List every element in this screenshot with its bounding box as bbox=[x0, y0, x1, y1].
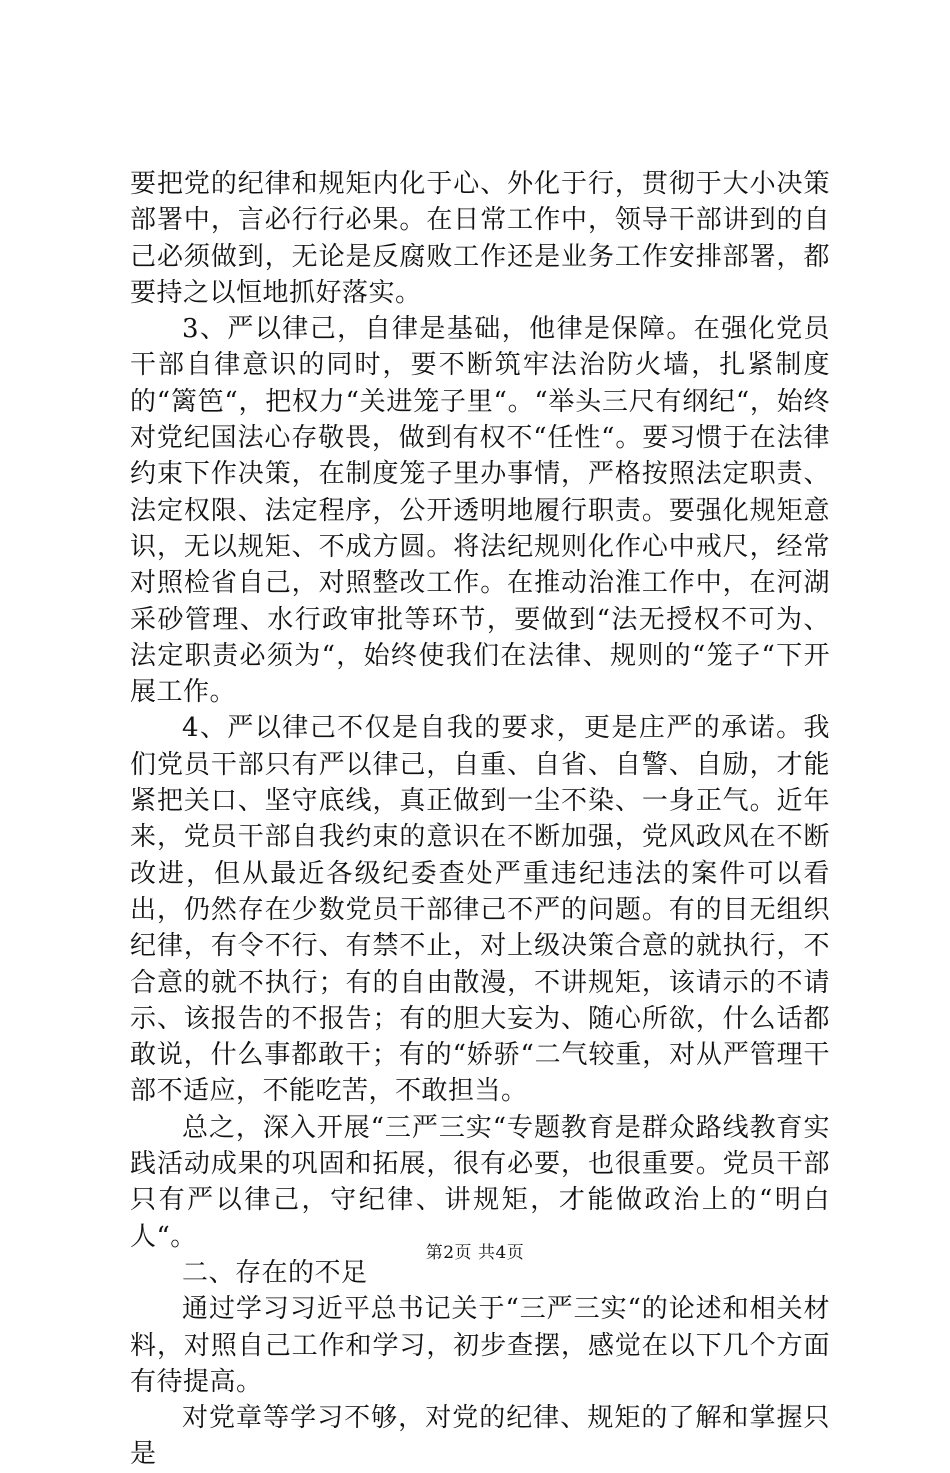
document-body bbox=[130, 166, 830, 1473]
page-number-footer: 第2页 共4页 bbox=[425, 1243, 525, 1263]
paragraph-shortcomings-intro: 通过学习习近平总书记关于“三严三实“的论述和相关材料，对照自己工作和学习，初步查摆，感觉在以下几个方面有待提高。 bbox=[130, 1294, 830, 1397]
paragraph-continuation: 要把党的纪律和规矩内化于心、外化于行，贯彻于大小决策部署中，言必行行必果。在日常工作中，领导干部讲到的自己必须做到，无论是反腐败工作还是业务工作安排部署，都要持之以恒地抓好落实。 bbox=[130, 169, 830, 308]
section-heading-shortcomings: 二、存在的不足 bbox=[182, 1257, 368, 1288]
paragraph-point-3: 3、严以律己，自律是基础，他律是保障。在强化党员干部自律意识的同时，要不断筑牢法治防火墙，扎紧制度的“篱笆“，把权力“关进笼子里“。“举头三尺有纲纪“，始终对党纪国法心存敬畏，做到有权不“任性“。要习惯于在法律约束下作决策，在制度笼子里办事情，严格按照法定职责、法定权限、法定程序，公开透明地履行职责。要强化规矩意识，无以规矩、不成方圆。将法纪规则化作心中戒尺，经常对照检省自己，对照整改工作。在推动治淮工作中，在河湖采砂管理、水行政审批等环节，要做到“法无授权不可为、法定职责必须为“，始终使我们在法律、规则的“笼子“下开展工作。 bbox=[130, 314, 830, 708]
paragraph-shortcoming-1: 对党章等学习不够，对党的纪律、规矩的了解和掌握只是 bbox=[130, 1403, 830, 1470]
paragraph-summary: 总之，深入开展“三严三实“专题教育是群众路线教育实践活动成果的巩固和拓展，很有必要，也很重要。党员干部只有严以律己，守纪律、讲规矩，才能做政治上的“明白人“。 bbox=[130, 1112, 830, 1252]
paragraph-point-4: 4、严以律己不仅是自我的要求，更是庄严的承诺。我们党员干部只有严以律己，自重、自省、自警、自励，才能紧把关口、坚守底线，真正做到一尘不染、一身正气。近年来，党员干部自我约束的意识在不断加强，党风政风在不断改进，但从最近各级纪委查处严重违纪违法的案件可以看出，仍然存在少数党员干部律己不严的问题。有的目无组织纪律，有令不行、有禁不止，对上级决策合意的就执行，不合意的就不执行；有的自由散漫，不讲规矩，该请示的不请示、该报告的不报告；有的胆大妄为、随心所欲，什么话都敢说，什么事都敢干；有的“娇骄“二气较重，对从严管理干部不适应，不能吃苦，不敢担当。 bbox=[130, 713, 830, 1107]
